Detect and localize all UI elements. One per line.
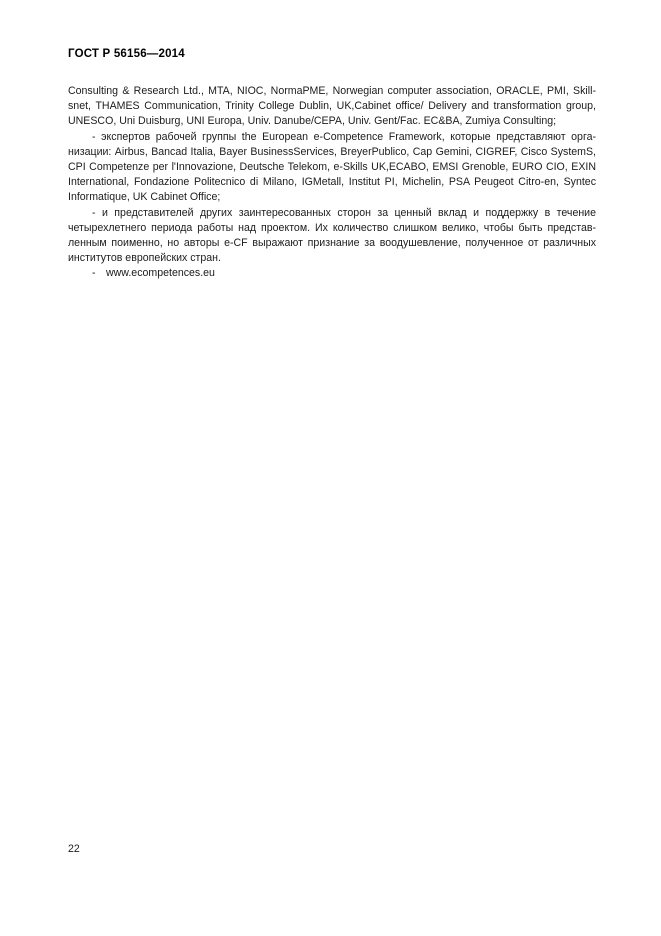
paragraph-3: - и представителей других заинтересованных сторон за ценный вклад и поддержку в течение четырехлетнего периода работы над проектом. Их количество слишком велико, чтобы быть представ-ленным поименно, но авторы e-CF выражают признание за воодушевление, полученное от различных институтов европейских стран. <box>68 206 596 265</box>
paragraph-1: Consulting & Research Ltd., MTA, NIOC, NormaPME, Norwegian computer association, ORACLE, PMI, Skill-snet, THAMES Communication, Trinity College Dublin, UK,Cabinet office/ Delivery and transformation group, UNESCO, Uni Duisburg, UNI Europa, Univ. Danube/CEPA, Univ. Gent/Fac. EC&BA, Zumiya Consulting; <box>68 85 596 128</box>
page-number: 22 <box>68 843 80 855</box>
dash-marker: - <box>92 267 96 280</box>
page-header: ГОСТ Р 56156—2014 <box>68 48 185 60</box>
bullet-item-label: www.ecompetences.eu <box>106 267 215 280</box>
bullet-item-website <box>68 266 596 281</box>
page-content <box>68 84 596 282</box>
paragraph-2: - экспертов рабочей группы the European e-Competence Framework, которые представляют орга-низации: Airbus, Bancad Italia, Bayer BusinessServices, BreyerPublico, Cap Gemini, CIGREF, Cisco SystemS, CPI Competenze per l'Innovazione, Deutsche Telekom, e-Skills UK,ECABO, EMSI Grenoble, EURO CIO, EXIN International, Fondazione Politecnico di Milano, IGMetall, Institut PI, Michelin, PSA Peugeot Citro-en, Syntec Informatique, UK Cabinet Office; <box>68 130 596 204</box>
